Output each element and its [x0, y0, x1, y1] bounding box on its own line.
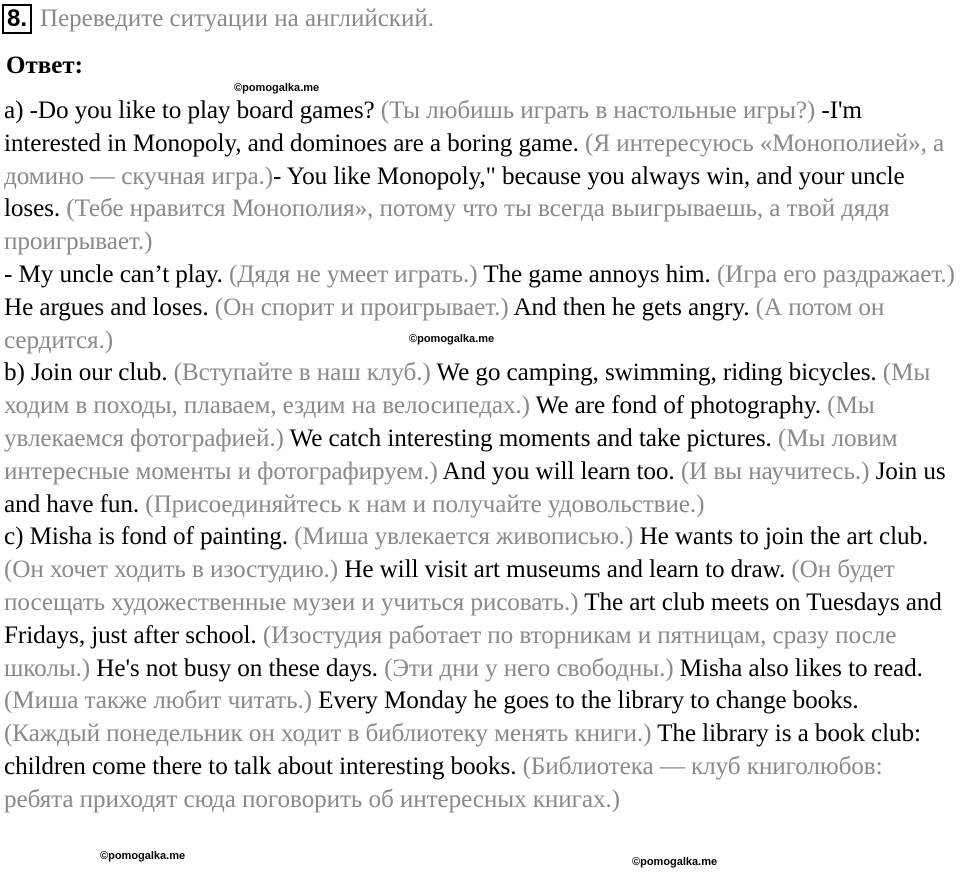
english-text: -I'm interested in Monopoly, and dominoes are a boring game. [4, 97, 862, 157]
russian-translation: (Он хочет ходить в изостудию.) [4, 556, 339, 584]
russian-translation: (Вступайте в наш клуб.) [173, 359, 431, 387]
russian-translation: (Изостудия работает по вторникам и пятницам, сразу после школы.) [4, 621, 897, 682]
russian-translation: (Игра его раздражает.) [716, 260, 955, 288]
answer-paragraph [4, 521, 956, 816]
russian-translation: (Он будет посещать художественные музеи и учиться рисовать.) [4, 556, 895, 616]
english-text: - You like Monopoly," because you always win, and your uncle loses. [4, 162, 905, 223]
russian-translation: (Я интересуюсь «Монополией», а домино — скучная игра.) [4, 129, 945, 190]
russian-translation: (Миша увлекается живописью.) [294, 523, 634, 551]
russian-translation: (Ты любишь играть в настольные игры?) [380, 97, 816, 124]
russian-translation: (Присоединяйтесь к нам и получайте удовольствие.) [145, 490, 705, 518]
watermark: ©pomogalka.me [100, 850, 186, 862]
english-text: And you will learn too. [437, 457, 681, 485]
english-text: We go camping, swimming, riding bicycles. [430, 359, 883, 387]
watermark: ©pomogalka.me [234, 82, 320, 94]
english-text: c) Misha is fond of painting. [4, 523, 295, 551]
answer-paragraph [4, 95, 956, 259]
english-text: Join us and have fun. [4, 457, 946, 518]
answer-paragraph [4, 357, 956, 521]
english-text: We are fond of photography. [529, 392, 828, 420]
english-text: He will visit art museums and learn to draw. [338, 556, 792, 584]
russian-translation: (Дядя не умеет играть.) [229, 260, 478, 288]
english-text: - My uncle can’t play. [4, 260, 230, 288]
english-text: And then he gets angry. [508, 293, 756, 321]
english-text: Misha also likes to read. [673, 654, 923, 682]
task-instruction: Переведите ситуации на английский. [40, 5, 434, 32]
english-text: He wants to join the art club. [633, 523, 929, 551]
answer-paragraph [4, 259, 956, 357]
english-text: Every Monday he goes to the library to change books. [311, 687, 859, 715]
russian-translation: (Мы ходим в походы, плаваем, ездим на велосипедах.) [4, 359, 931, 420]
answer-text [4, 95, 956, 817]
english-text: We catch interesting moments and take pictures. [283, 424, 778, 452]
russian-translation: (Библиотека — клуб книголюбов: ребята приходят сюда поговорить об интересных книгах.) [4, 752, 883, 813]
english-text: He argues and loses. [4, 293, 215, 321]
watermark: ©pomogalka.me [632, 856, 718, 868]
english-text: He's not busy on these days. [90, 654, 385, 682]
russian-translation: (Миша также любит читать.) [4, 687, 312, 715]
task-number: 8. [2, 4, 32, 34]
english-text: b) Join our club. [4, 359, 174, 387]
answer-label: Ответ: [6, 52, 83, 79]
english-text: The art club meets on Tuesdays and Fridays, just after school. [4, 588, 942, 649]
russian-translation: (Мы увлекаемся фотографией.) [4, 392, 875, 452]
english-text: a) -Do you like to play board games? [4, 97, 381, 124]
russian-translation: (И вы научитесь.) [680, 457, 870, 485]
russian-translation: (Эти дни у него свободны.) [384, 654, 674, 682]
russian-translation: (Мы ловим интересные моменты и фотографируем.) [4, 424, 898, 485]
english-text: The game annoys him. [477, 260, 717, 288]
russian-translation: (Каждый понедельник он ходит в библиотеку менять книги.) [4, 720, 652, 748]
russian-translation: (Тебе нравится Монополия», потому что ты всегда выигрываешь, а твой дядя проигрывает.) [4, 195, 890, 256]
russian-translation: (А потом он сердится.) [4, 293, 885, 354]
task-header [2, 2, 434, 36]
russian-translation: (Он спорит и проигрывает.) [214, 293, 509, 321]
watermark: ©pomogalka.me [409, 333, 495, 345]
english-text: The library is a book club: children come there to talk about interesting books. [4, 720, 921, 780]
